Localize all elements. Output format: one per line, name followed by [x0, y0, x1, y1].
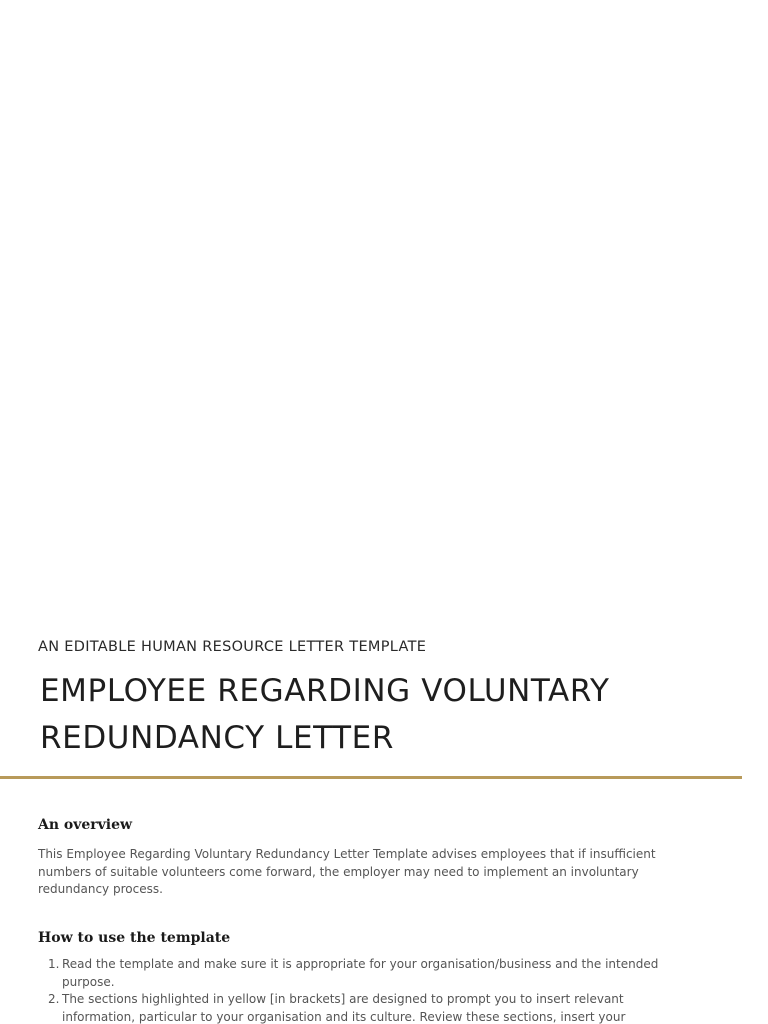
document-title-line-2: REDUNDANCY LETTER	[40, 720, 395, 756]
title-divider	[0, 776, 742, 779]
overview-heading: An overview	[38, 817, 133, 833]
how-to-steps	[38, 956, 688, 1024]
document-title-line-1: EMPLOYEE REGARDING VOLUNTARY	[40, 673, 610, 709]
how-to-heading: How to use the template	[38, 930, 231, 946]
overview-text: This Employee Regarding Voluntary Redundancy Letter Template advises employees that if insufficient numbers of suitable volunteers come forward, the employer may need to implement an involuntary redundancy process.	[38, 847, 656, 896]
step-text: Read the template and make sure it is appropriate for your organisation/business and the intended purpose.	[62, 957, 659, 989]
step-number: 2.	[48, 992, 60, 1006]
step-text: The sections highlighted in yellow [in brackets] are designed to prompt you to insert relevant information, particular to your organisation and its culture. Review these sections, insert your	[62, 992, 626, 1024]
document-title	[40, 668, 610, 762]
list-item	[38, 956, 688, 991]
step-number: 1.	[48, 957, 60, 971]
document-eyebrow: AN EDITABLE HUMAN RESOURCE LETTER TEMPLATE	[38, 639, 427, 655]
list-item	[38, 991, 688, 1024]
